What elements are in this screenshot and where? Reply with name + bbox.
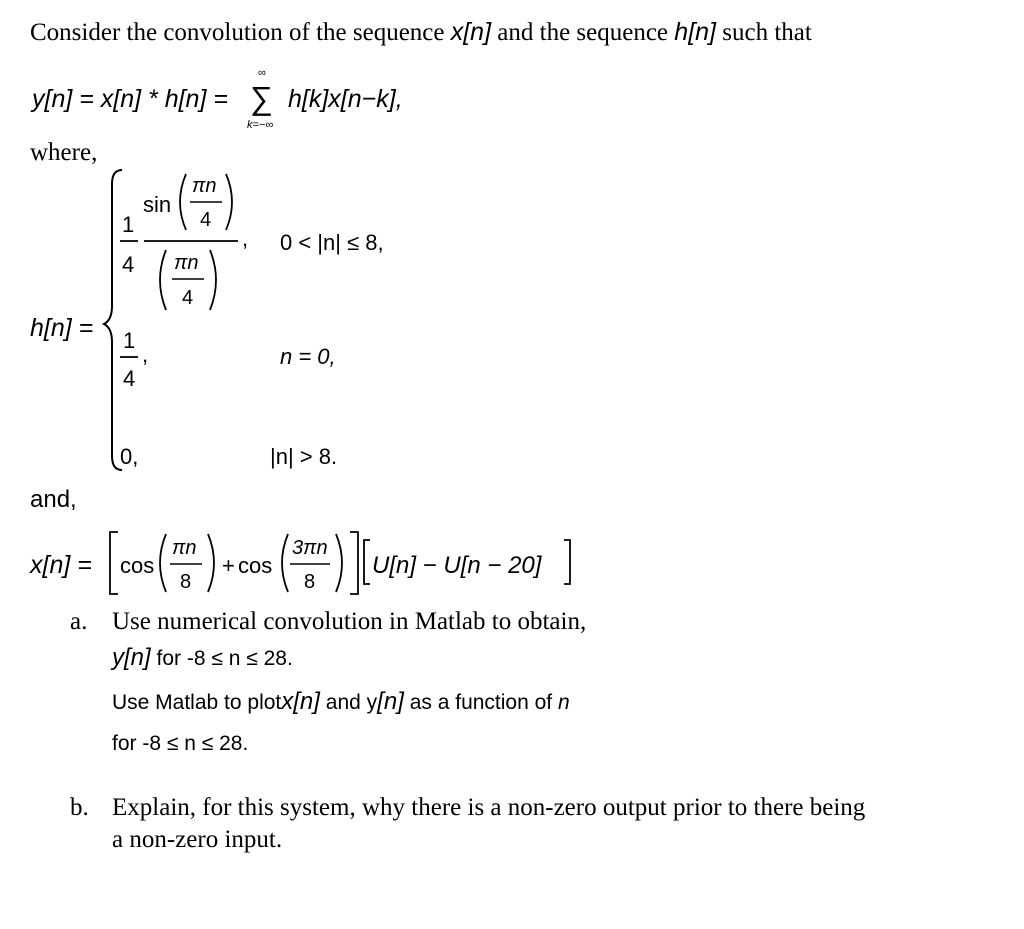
plot-y-bracket: [n]	[377, 688, 404, 715]
den-arg-den: 4	[182, 287, 194, 309]
x-arg2-num: 3πn	[292, 537, 328, 559]
conv-summand: h[k]x[n−k],	[288, 85, 403, 113]
plot-prefix: Use Matlab to plot	[112, 691, 282, 714]
plot-and-y: and y	[325, 691, 378, 714]
question-a-y-range	[112, 644, 293, 672]
x-outer-left-bracket	[110, 532, 118, 594]
x-lhs: x[n] =	[30, 551, 92, 579]
case1-coef-den: 4	[122, 252, 135, 277]
case1-condition: 0 < |n| ≤ 8,	[280, 230, 384, 255]
plot-x-symbol: x[n]	[281, 688, 320, 715]
case1-sin: sin	[143, 192, 172, 217]
intro-text-2: and the sequence	[497, 19, 669, 46]
x-arg2-left-paren	[282, 534, 288, 592]
intro-text-1: Consider the convolution of the sequence	[30, 19, 445, 46]
den-arg-num: πn	[174, 252, 199, 274]
x-outer-right-bracket	[350, 532, 358, 594]
and-label: and,	[30, 486, 77, 513]
conv-lhs: y[n] = x[n] * h[n] =	[32, 85, 228, 113]
x-sequence-symbol: x[n]	[450, 18, 492, 46]
x-arg1-right-paren	[208, 534, 214, 592]
case3-condition: |n| > 8.	[270, 444, 338, 469]
x-plus: +	[222, 553, 235, 578]
piecewise-brace	[104, 170, 122, 470]
range-text-1: for -8 ≤ n ≤ 28.	[156, 647, 293, 670]
sin-arg-den: 4	[200, 209, 212, 231]
sin-arg-num: πn	[192, 175, 217, 197]
intro-text-3: such that	[722, 19, 812, 46]
sin-arg-left-paren	[180, 174, 186, 230]
case2-comma: ,	[142, 342, 149, 367]
question-a-text: Use numerical convolution in Matlab to obtain,	[112, 608, 587, 635]
h-sequence-symbol: h[n]	[674, 18, 716, 46]
x-arg1-left-paren	[160, 534, 166, 592]
sum-upper-limit: ∞	[258, 67, 266, 79]
den-left-paren	[160, 250, 166, 310]
plot-n-symbol: n	[557, 691, 570, 714]
intro-line	[30, 18, 812, 47]
case3-value: 0,	[120, 444, 139, 469]
plot-suffix: as a function of	[409, 691, 553, 714]
question-b-text-line-1: Explain, for this system, why there is a non-zero output prior to there being	[112, 794, 866, 821]
case2-condition: n = 0,	[280, 344, 336, 369]
x-step-left-bracket	[364, 540, 370, 584]
sum-lower-limit: k=−∞	[247, 119, 274, 131]
sin-arg-right-paren	[226, 174, 232, 230]
case2-num: 1	[123, 328, 136, 353]
question-a-range-2: for -8 ≤ n ≤ 28.	[112, 732, 249, 755]
question-b-text-line-2: a non-zero input.	[112, 826, 283, 853]
x-definition	[26, 526, 626, 606]
question-b-label: b.	[70, 794, 89, 821]
case1-comma: ,	[242, 226, 249, 251]
den-right-paren	[210, 250, 216, 310]
x-step-right-bracket	[564, 540, 570, 584]
x-arg1-den: 8	[180, 571, 192, 593]
x-arg2-right-paren	[336, 534, 342, 592]
question-a-label: a.	[70, 608, 88, 635]
where-label: where,	[30, 139, 98, 166]
h-definition	[26, 164, 446, 484]
sum-symbol: ∑	[250, 80, 273, 116]
h-lhs: h[n] =	[30, 314, 94, 342]
x-arg2-den: 8	[304, 571, 316, 593]
x-step-difference: U[n] − U[n − 20]	[372, 552, 542, 579]
x-cos-1: cos	[120, 553, 155, 578]
x-arg1-num: πn	[172, 537, 197, 559]
x-cos-2: cos	[238, 553, 273, 578]
y-sequence-symbol: y[n]	[112, 644, 151, 671]
question-a-plot-line	[112, 688, 570, 716]
case2-den: 4	[123, 366, 136, 391]
case1-coef-num: 1	[122, 212, 135, 237]
convolution-equation	[26, 62, 506, 142]
